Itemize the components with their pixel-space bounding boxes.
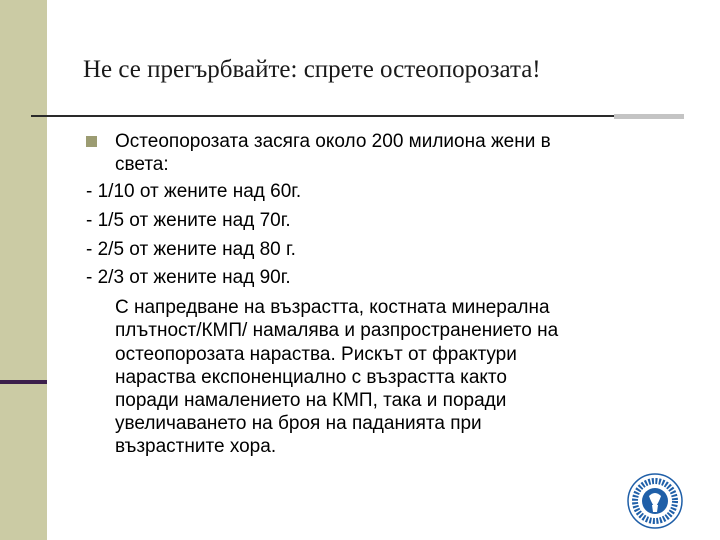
slide-title: Не се прегърбвайте: спрете остеопорозата! — [83, 56, 541, 83]
paragraph-line-1: С напредване на възрастта, костната минерална — [115, 297, 550, 318]
side-accent-line — [0, 380, 47, 384]
sub-item-4: - 2/3 от жените над 90г. — [86, 267, 291, 288]
title-divider — [31, 115, 614, 117]
paragraph-line-5: поради намалението на КМП, така и поради — [115, 390, 507, 411]
paragraph-line-7: възрастните хора. — [115, 436, 277, 457]
bullet-text-line-2: света: — [115, 154, 169, 175]
paragraph-line-4: нараства експоненциално с възрастта както — [115, 367, 507, 388]
sub-item-3: - 2/5 от жените над 80 г. — [86, 239, 296, 260]
osteoporosis-foundation-logo — [626, 472, 684, 530]
bullet-text-line-1: Остеопорозата засяга около 200 милиона жени в — [115, 131, 551, 152]
sub-item-1: - 1/10 от жените над 60г. — [86, 181, 302, 202]
paragraph-line-6: увеличаването на броя на паданията при — [115, 413, 482, 434]
sub-item-2: - 1/5 от жените над 70г. — [86, 210, 291, 231]
title-divider-accent — [614, 114, 684, 119]
paragraph-line-2: плътност/КМП/ намалява и разпространението на — [115, 320, 559, 341]
paragraph-line-3: остеопорозата нараства. Рискът от фрактури — [115, 344, 517, 365]
square-bullet-icon — [86, 136, 97, 147]
side-decoration-band — [0, 0, 47, 540]
